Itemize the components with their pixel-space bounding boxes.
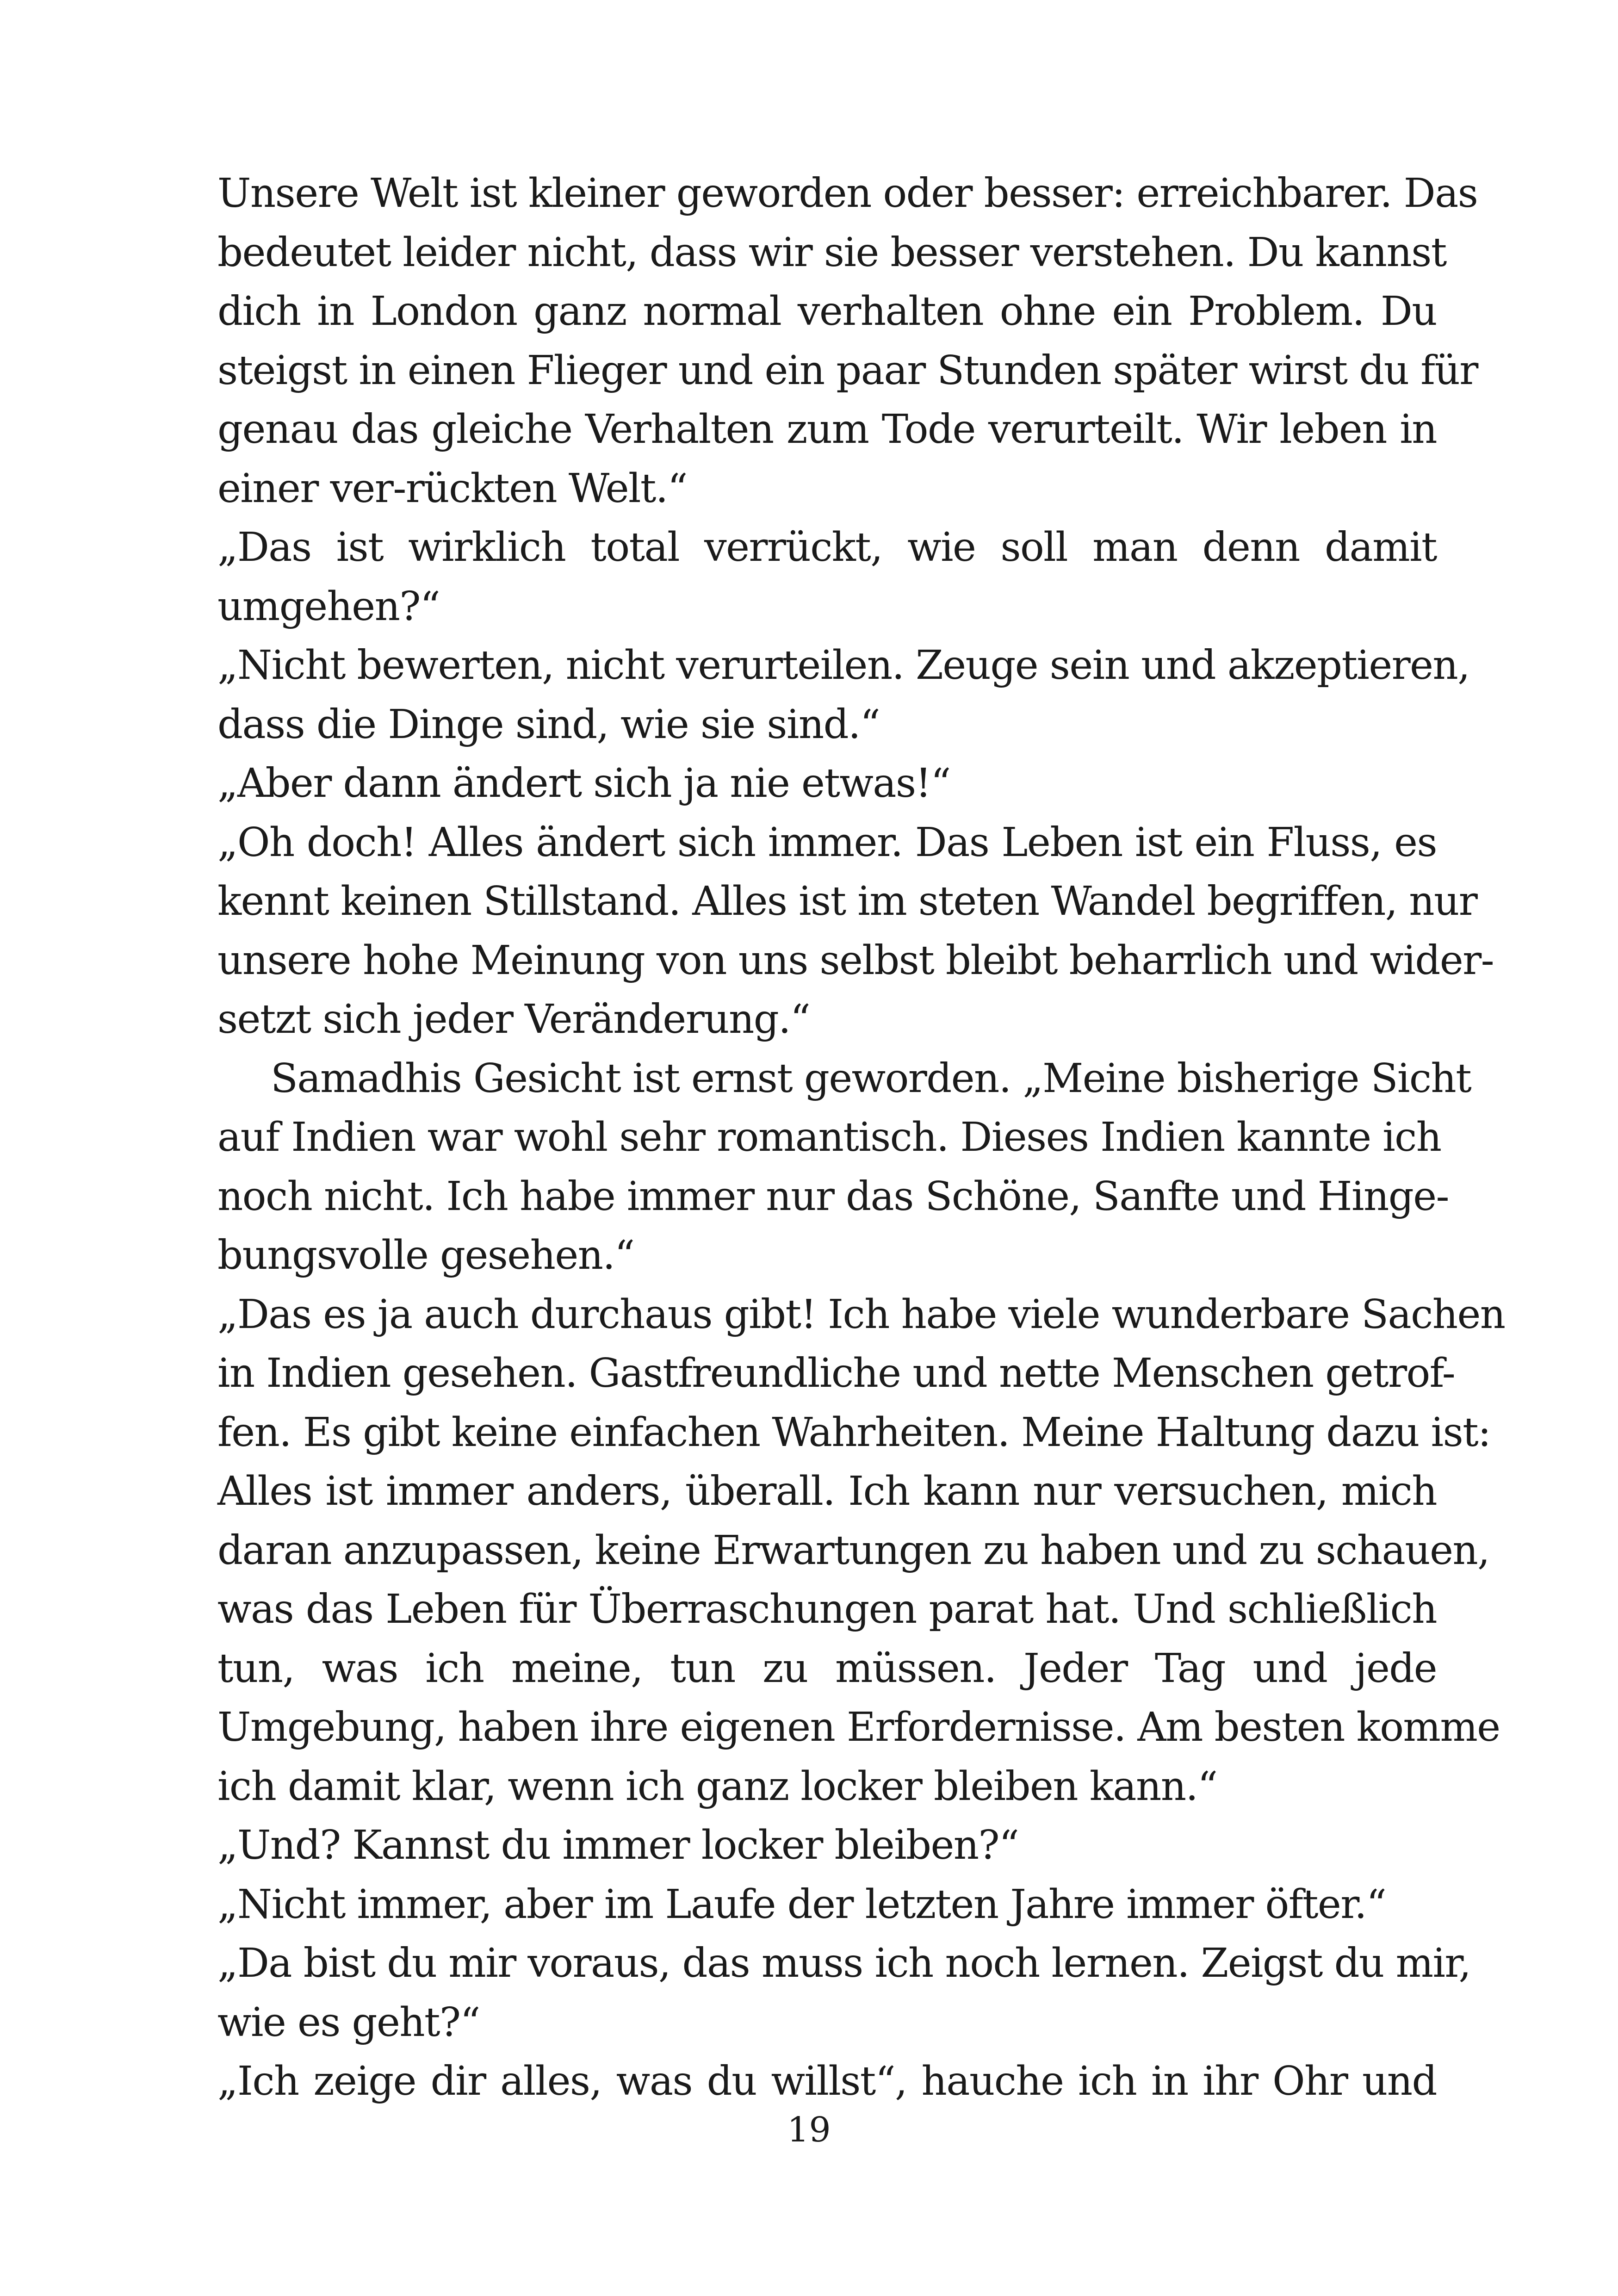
text-line: tun, was ich meine, tun zu müssen. Jeder Tag und jede — [217, 1645, 1437, 1692]
text-line: daran anzupassen, keine Erwartungen zu haben und zu schauen, — [217, 1527, 1489, 1574]
text-line: „Das es ja auch durchaus gibt! Ich habe viele wunderbare Sachen — [217, 1291, 1505, 1338]
text-line: „Und? Kannst du immer locker bleiben?“ — [217, 1822, 1019, 1868]
text-line: ich damit klar, wenn ich ganz locker bleiben kann.“ — [217, 1763, 1217, 1810]
text-line: Samadhis Gesicht ist ernst geworden. „Meine bisherige Sicht — [271, 1055, 1471, 1102]
text-line: „Das ist wirklich total verrückt, wie soll man denn damit — [217, 524, 1437, 571]
text-line: „Oh doch! Alles ändert sich immer. Das Leben ist ein Fluss, es — [217, 819, 1437, 866]
text-line: umgehen?“ — [217, 583, 440, 630]
page-number: 19 — [787, 2110, 831, 2150]
text-line: „Da bist du mir voraus, das muss ich noch lernen. Zeigst du mir, — [217, 1940, 1471, 1986]
text-line: „Ich zeige dir alles, was du willst“, hauche ich in ihr Ohr und — [217, 2058, 1437, 2104]
text-line: dich in London ganz normal verhalten ohne ein Problem. Du — [217, 288, 1437, 335]
text-line: wie es geht?“ — [217, 1999, 480, 2046]
text-line: genau das gleiche Verhalten zum Tode verurteilt. Wir leben in — [217, 406, 1437, 453]
text-line: „Aber dann ändert sich ja nie etwas!“ — [217, 760, 950, 807]
text-line: auf Indien war wohl sehr romantisch. Dieses Indien kannte ich — [217, 1114, 1441, 1160]
text-line: Umgebung, haben ihre eigenen Erfordernisse. Am besten komme — [217, 1704, 1500, 1750]
text-line: in Indien gesehen. Gastfreundliche und nette Menschen getrof- — [217, 1350, 1455, 1396]
text-line: Unsere Welt ist kleiner geworden oder besser: erreichbarer. Das — [217, 170, 1478, 217]
text-line: bedeutet leider nicht, dass wir sie besser verstehen. Du kannst — [217, 229, 1446, 276]
text-line: dass die Dinge sind, wie sie sind.“ — [217, 701, 880, 748]
text-line: „Nicht bewerten, nicht verurteilen. Zeuge sein und akzeptieren, — [217, 642, 1469, 689]
text-line: einer ver-rückten Welt.“ — [217, 465, 687, 512]
text-line: „Nicht immer, aber im Laufe der letzten Jahre immer öfter.“ — [217, 1881, 1386, 1928]
text-line: fen. Es gibt keine einfachen Wahrheiten. Meine Haltung dazu ist: — [217, 1409, 1491, 1456]
text-line: was das Leben für Überraschungen parat hat. Und schließlich — [217, 1586, 1437, 1632]
text-line: bungsvolle gesehen.“ — [217, 1232, 634, 1278]
body-text — [217, 164, 1505, 2111]
text-line: setzt sich jeder Veränderung.“ — [217, 996, 810, 1043]
text-line: kennt keinen Stillstand. Alles ist im steten Wandel begriffen, nur — [217, 878, 1477, 925]
text-line: Alles ist immer anders, überall. Ich kann nur versuchen, mich — [217, 1468, 1437, 1514]
text-line: unsere hohe Meinung von uns selbst bleibt beharrlich und wider- — [217, 937, 1494, 984]
text-line: noch nicht. Ich habe immer nur das Schöne, Sanfte und Hinge- — [217, 1173, 1449, 1220]
text-line: steigst in einen Flieger und ein paar Stunden später wirst du für — [217, 347, 1478, 394]
